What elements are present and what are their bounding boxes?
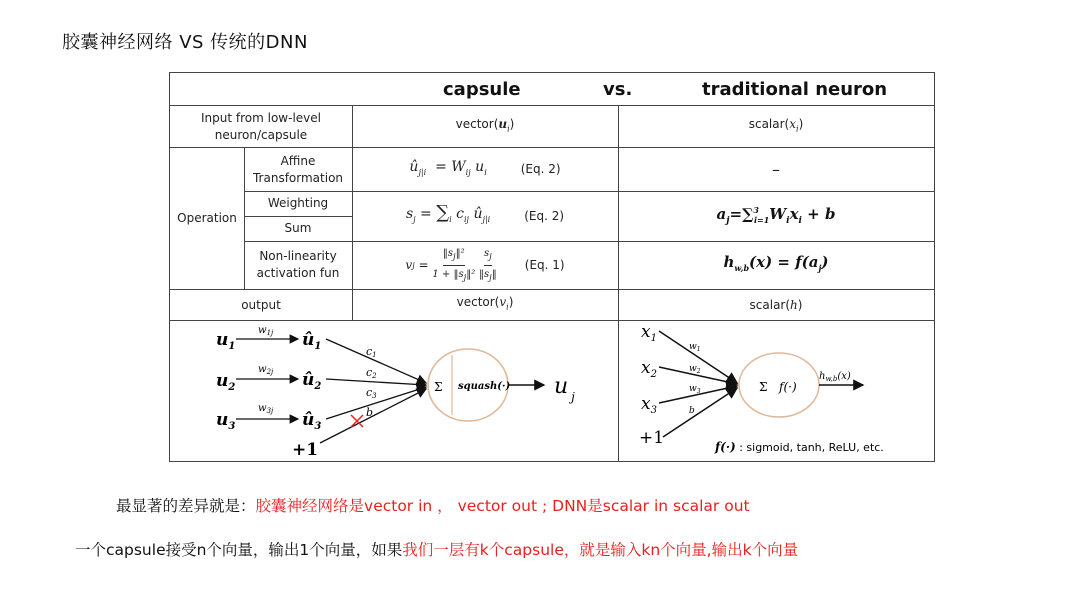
output-capsule-value: $vector(v_i)$ <box>456 295 514 312</box>
neuron-output: $h_{w,b}(x)$ <box>819 371 851 383</box>
capsule-coeff-c1: c1 <box>366 345 377 359</box>
input-traditional-value: $scalar(x_i)$ <box>748 116 804 134</box>
neuron-input-x3: $x_3$ <box>641 394 657 416</box>
neuron-input-bias: +1 <box>639 428 665 448</box>
operation-label: Operation <box>177 211 237 225</box>
capsule-input-u1: $u_1$ <box>216 330 236 352</box>
comparison-table <box>169 72 935 462</box>
capsule-coeff-b: b <box>366 406 374 419</box>
neuron-weight-b: b <box>689 406 695 416</box>
summary-line-2: 一个capsule接受n个向量，输出1个向量，如果我们一层有k个capsule，就是输入kn个向量,输出k个向量 <box>75 541 799 559</box>
sum-traditional-eq: $a_j=\sum^3_{i=1}W_ix_i + b$ <box>716 205 836 226</box>
neuron-input-x1: $x_1$ <box>641 322 657 344</box>
diagram-row <box>170 321 934 461</box>
input-capsule-value: $vector(u_i)$ <box>455 116 515 134</box>
capsule-input-u3: $u_3$ <box>216 410 236 432</box>
header-capsule: capsule <box>443 79 521 100</box>
affine-capsule-eq: $û_{j|i} = W_{ij}$ $u_i$ (Eq. 2) <box>409 158 561 177</box>
capsule-output: u $_j$ <box>554 374 575 404</box>
nonlinearity-traditional-eq: $h_{w,b}(x) = f(a_j)$ <box>723 252 829 273</box>
operation-block <box>170 148 934 290</box>
capsule-diagram <box>170 321 618 461</box>
weighting-capsule-eq: $s_j = \sum_i$ $c_{ij}$ $û_{j|i}$ (Eq. 2) <box>405 202 565 224</box>
affine-row <box>244 148 934 192</box>
slide-title: 胶囊神经网络 VS 传统的DNN <box>62 32 308 53</box>
header-row <box>170 73 934 106</box>
neuron-weight-w1: $w_1$ <box>689 342 701 353</box>
affine-traditional: – <box>772 160 780 179</box>
nonlinearity-capsule-eq: v j = $‖s_j‖^2$ $1 + ‖s_j‖^2$ $s_j$ $‖s_j‖$ (Eq. 1) <box>352 241 618 289</box>
capsule-squash-label: squash(·) <box>458 381 511 392</box>
neuron-fn-label: f(·) <box>779 380 797 394</box>
capsule-sum-symbol: Σ <box>434 380 443 394</box>
summary-line-1: 最显著的差异就是：胶囊神经网络是vector in ， vector out ; DNN是scalar in scalar out <box>116 497 750 515</box>
neuron-sum-symbol: Σ <box>759 380 768 394</box>
weighting-label: Weighting <box>267 196 329 210</box>
input-label: Input from low-level neuron/capsule <box>201 110 321 142</box>
neuron-weight-w3: $w_3$ <box>689 384 701 395</box>
affine-label: Affine Transformation <box>252 153 344 185</box>
capsule-bias-cross <box>351 415 363 427</box>
sum-label: Sum <box>284 221 312 235</box>
header-vs: vs. <box>603 79 633 100</box>
capsule-coeff-c2: c2 <box>366 366 377 380</box>
capsule-input-bias: +1 <box>292 440 319 460</box>
capsule-uhat-2: $û_2$ <box>302 370 322 392</box>
neuron-diagram <box>619 321 935 461</box>
capsule-input-u2: $u_2$ <box>216 371 236 393</box>
neuron-caption: f(·) : sigmoid, tanh, ReLU, etc. <box>715 440 884 454</box>
sum-row <box>244 216 352 242</box>
capsule-weight-w3j: $w_{3j}$ <box>258 403 274 415</box>
output-traditional-value: scalar(h) <box>749 297 803 312</box>
header-traditional: traditional neuron <box>702 79 888 100</box>
capsule-weight-w2j: $w_{2j}$ <box>258 364 274 376</box>
neuron-input-x2: $x_2$ <box>641 358 657 380</box>
capsule-coeff-c3: c3 <box>366 386 377 400</box>
capsule-weight-w1j: $w_{1j}$ <box>258 325 274 337</box>
weighting-row <box>244 191 352 217</box>
output-label: output <box>241 297 281 312</box>
nonlinearity-label: Non-linearity activation fun <box>256 249 340 280</box>
input-row <box>170 106 934 148</box>
capsule-uhat-3: $û_3$ <box>302 410 322 432</box>
neuron-weight-w2: $w_2$ <box>689 364 701 375</box>
output-row <box>170 290 934 321</box>
capsule-uhat-1: $û_1$ <box>302 330 322 352</box>
